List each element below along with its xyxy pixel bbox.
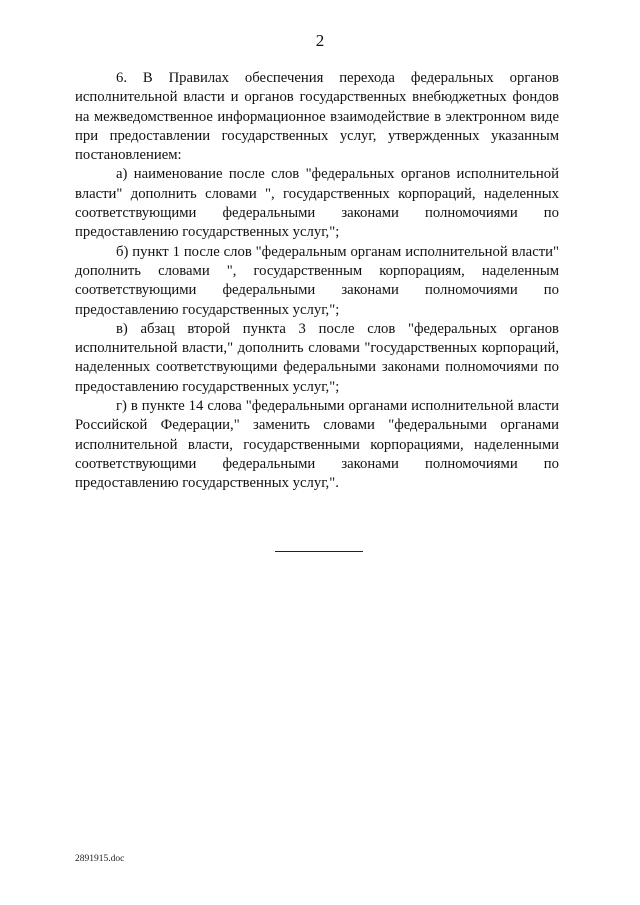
paragraph-subitem-v: в) абзац второй пункта 3 после слов "федеральных органов исполнительной власти," дополнить словами "государственных корпораций, наделенных соответствующими федеральными законами полномочиями по предоставлению государственных услуг,"; — [75, 320, 559, 395]
paragraph-subitem-a: а) наименование после слов "федеральных органов исполнительной власти" дополнить словами ", государственных корпораций, наделенных соответствующими федеральными законами полномочиями по предоставлению государственных услуг,"; — [75, 166, 559, 241]
document-body — [75, 69, 559, 494]
paragraph-item-6: 6. В Правилах обеспечения перехода федеральных органов исполнительной власти и органов государственных внебюджетных фондов на межведомственное информационное взаимодействие в электронном виде при предоставлении государственных услуг, утвержденных указанным постановлением: — [75, 70, 559, 164]
end-divider-line — [275, 551, 363, 552]
paragraph-subitem-g: г) в пункте 14 слова "федеральными органами исполнительной власти Российской Федерации," заменить словами "федеральными органами исполнительной власти, государственными корпорациями, наделенными соответствующими федеральными законами полномочиями по предоставлению государственных услуг,". — [75, 398, 559, 492]
paragraph-subitem-b: б) пункт 1 после слов "федеральным органам исполнительной власти" дополнить словами ", государственным корпорациям, наделенным соответствующими федеральными законами полномочиями по предоставлению государственных услуг,"; — [75, 243, 559, 318]
page-number: 2 — [315, 31, 325, 50]
footer-filename: 2891915.doc — [75, 854, 125, 864]
